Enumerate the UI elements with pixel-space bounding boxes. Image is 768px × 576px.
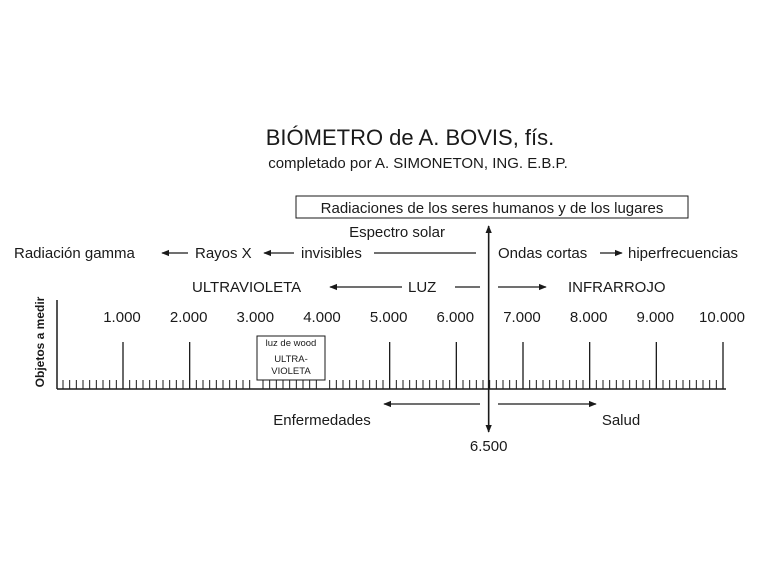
diagram-subtitle: completado por A. SIMONETON, ING. E.B.P. — [268, 155, 568, 172]
scale-tick-label: 8.000 — [569, 309, 608, 326]
scale-tick-label: 1.000 — [103, 309, 141, 326]
scale-tick-label: 10.000 — [699, 309, 745, 326]
band-light: LUZ — [408, 279, 437, 296]
scale-tick-labels — [103, 309, 745, 326]
scale-tick-label: 5.000 — [369, 309, 408, 326]
scale-tick-label: 2.000 — [169, 309, 208, 326]
label-health: Salud — [601, 412, 641, 429]
label-hyperfreq: hiperfrecuencias — [628, 245, 739, 262]
label-invisible: invisibles — [301, 245, 362, 262]
scale-tick-label: 3.000 — [236, 309, 275, 326]
scale-tick-label: 9.000 — [636, 309, 675, 326]
diagram-title: BIÓMETRO de A. BOVIS, fís. — [265, 125, 555, 150]
scale-tick-label: 7.000 — [503, 309, 541, 326]
label-disease: Enfermedades — [273, 412, 371, 429]
scale-tick-label: 6.000 — [436, 309, 475, 326]
wood-box-line1: ULTRA- — [274, 354, 308, 365]
label-gamma: Radiación gamma — [14, 245, 135, 262]
wood-box-title: luz de wood — [265, 338, 317, 349]
scale-tick-label: 4.000 — [303, 309, 341, 326]
center-label: Espectro solar — [349, 224, 445, 241]
band-infrared: INFRARROJO — [568, 279, 666, 296]
neutral-value-label: 6.500 — [469, 438, 508, 455]
band-ultraviolet: ULTRAVIOLETA — [192, 279, 302, 296]
axis-label: Objetos a medir — [33, 296, 47, 388]
boxed-label: Radiaciones de los seres humanos y de los lugares — [320, 200, 664, 217]
wood-box-line2: VIOLETA — [271, 366, 311, 377]
label-short-waves: Ondas cortas — [498, 245, 588, 262]
label-xrays: Rayos X — [195, 245, 252, 262]
